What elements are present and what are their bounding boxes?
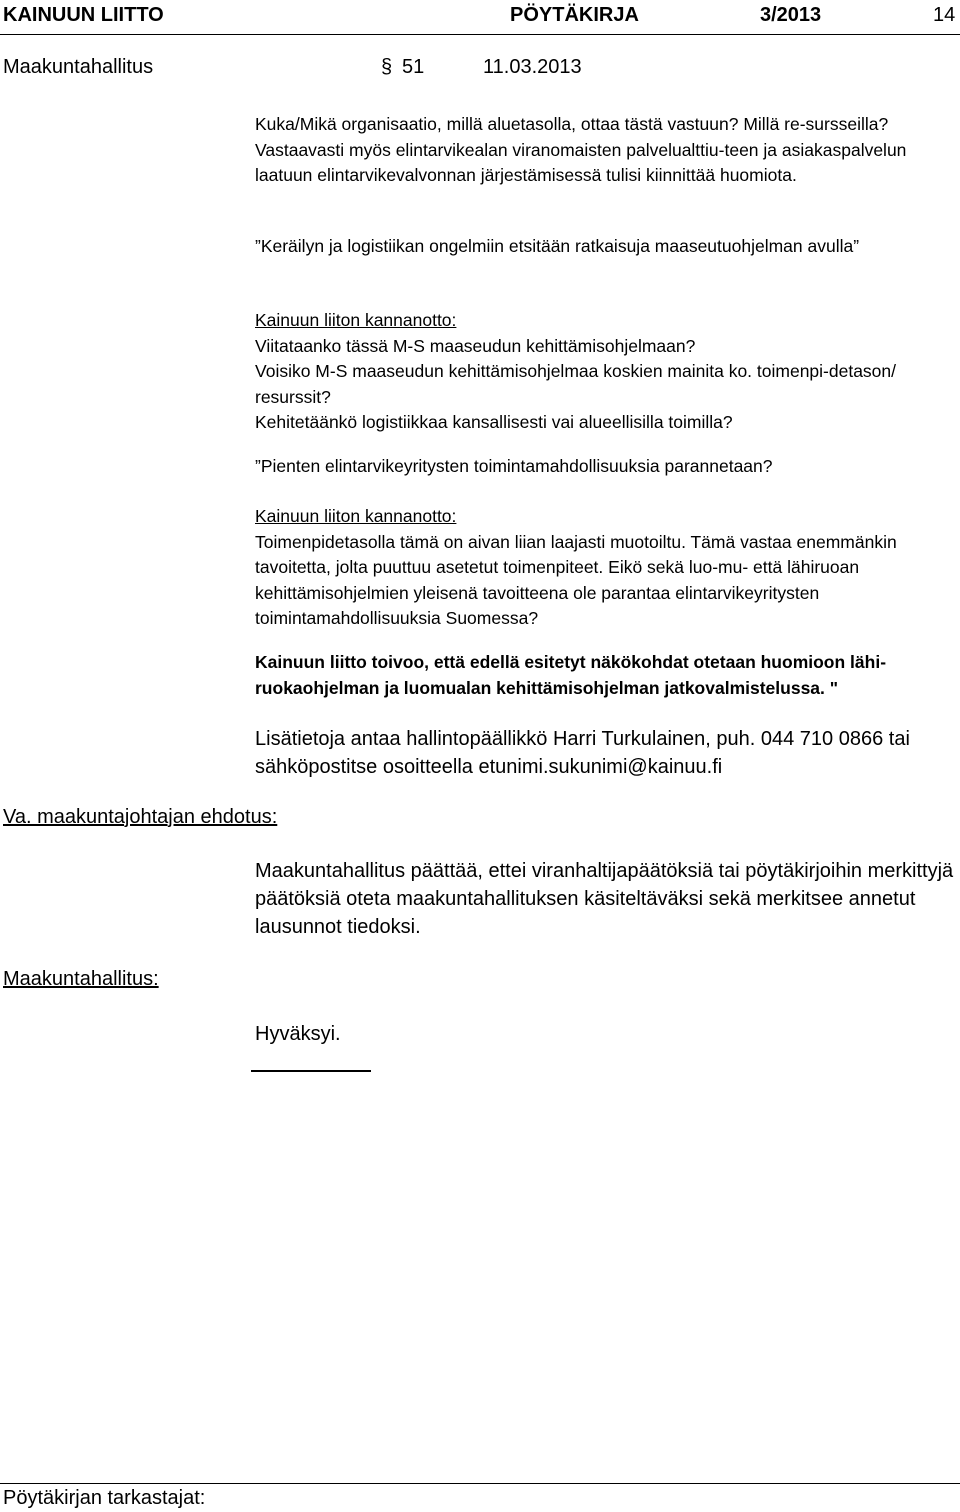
contact-text: Lisätietoja antaa hallintopäällikkö Harri Turkulainen, puh. 044 710 0866 tai sähköpostitse osoitteella etunimi.sukunimi@kainuu.fi [255,728,910,778]
quote-small-businesses [255,454,955,480]
section-number: 51 [402,56,425,78]
decision-text: Hyväksyi. [255,1023,341,1045]
meeting-body: Maakuntahallitus [3,56,154,78]
stance-label: Kainuun liiton kannanotto: [255,506,457,526]
decision-label: Maakuntahallitus: [3,968,159,990]
org-name: KAINUUN LIITTO [3,4,164,26]
stance-block-1 [255,308,955,436]
decision-text-block [255,1020,960,1048]
doc-type: PÖYTÄKIRJA [510,4,639,26]
stance-block-2 [255,504,955,632]
paragraph-text: Kuka/Mikä organisaatio, millä aluetasolla, ottaa tästä vastuun? Millä re-sursseilla? Vastaavasti myös elintarvikealan viranomaisten palvelualttiu-teen ja asiakaspalvelun laatuun elintarvikevalvonnan järjestämisessä tulisi kiinnittää huomiota. [255,114,907,185]
stance-label: Kainuun liiton kannanotto: [255,310,457,330]
stance-text: Toimenpidetasolla tämä on aivan liian laajasti muotoiltu. Tämä vastaa enemmänkin tavoitetta, jolta puuttuu asetetut toimenpiteet. Eikö sekä luo-mu- että lähiruoan kehittämisohjelmien yleisenä tavoitteena ole parantaa elintarvikeyritysten toimintamahdollisuuksia Suomessa? [255,531,897,628]
conclusion-text: Kainuun liitto toivoo, että edellä esitetyt näkökohdat otetaan huomioon lähi-ruokaohjelman ja luomualan kehittämisohjelman jatkovalmistelussa. " [255,652,887,698]
quote-text: ”Pienten elintarvikeyritysten toimintamahdollisuuksia parannetaan? [255,456,773,476]
proposal-text-block [255,857,960,941]
conclusion [255,650,955,701]
proposal-text: Maakuntahallitus päättää, ettei viranhaltijapäätöksiä tai pöytäkirjoihin merkittyjä päätöksiä oteta maakuntahallituksen käsiteltäväksi sekä merkitsee annetut lausunnot tiedoksi. [255,860,954,938]
quote-logistics [255,234,955,260]
meeting-date: 11.03.2013 [483,56,582,78]
quote-text: ”Keräilyn ja logistiikan ongelmiin etsitään ratkaisuja maaseutuohjelman avulla” [255,236,860,256]
proposal-label: Va. maakuntajohtajan ehdotus: [3,806,278,828]
doc-number: 3/2013 [760,4,822,26]
paragraph-responsibility [255,112,955,189]
footer-divider [0,1483,960,1484]
page-number: 14 [933,4,956,26]
decision-underline [251,1070,371,1072]
reviewers-label: Pöytäkirjan tarkastajat: [3,1487,206,1509]
question-2: Voisiko M-S maaseudun kehittämisohjelmaa koskien mainita ko. toimenpi-detason/ resurssit? [255,361,897,407]
question-1: Viitataanko tässä M-S maaseudun kehittämisohjelmaan? [255,335,696,356]
contact-info [255,725,960,781]
question-3: Kehitetäänkö logistiikkaa kansallisesti vai alueellisilla toimilla? [255,412,733,432]
section-sign: § [381,56,393,78]
header-divider [0,34,960,35]
